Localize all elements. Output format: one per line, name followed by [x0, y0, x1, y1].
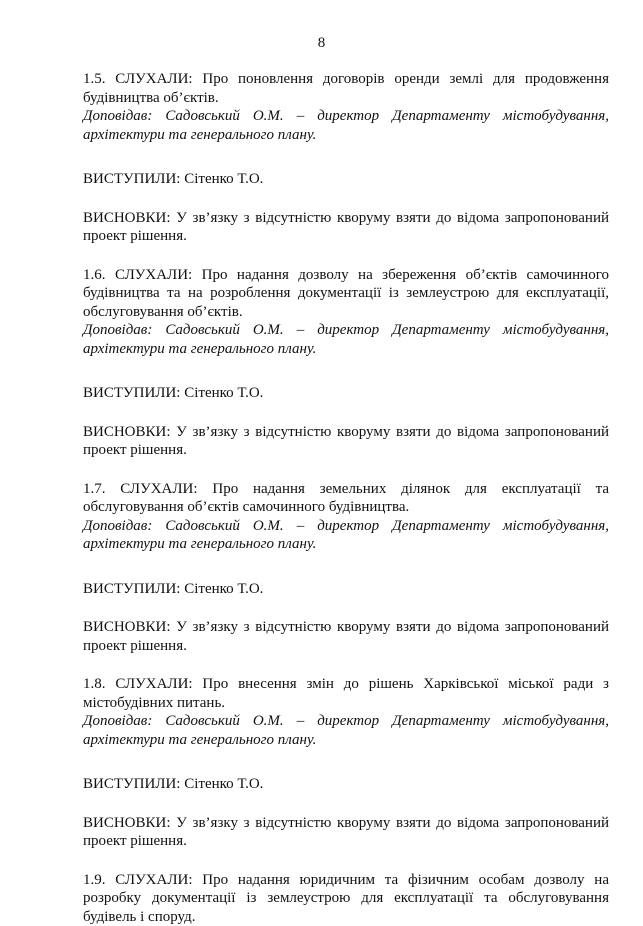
conclusions-text: ВИСНОВКИ: У зв’язку з відсутністю кворуму взяти до відома запропонований проект рішення.	[83, 209, 609, 246]
spoke-text: ВИСТУПИЛИ: Сітенко Т.О.	[83, 170, 609, 189]
reporter-text: Доповідав: Садовський О.М. – директор Департаменту містобудування, архітектури та генерального плану.	[83, 712, 609, 749]
heard-text: 1.6. СЛУХАЛИ: Про надання дозволу на збереження об’єктів самочинного будівництва та на розроблення документації із землеустрою для експлуатації, обслуговування об’єктів.	[83, 266, 609, 322]
agenda-item-1-7	[83, 480, 609, 656]
reporter-text: Доповідав: Садовський О.М. – директор Департаменту містобудування, архітектури та генерального плану.	[83, 321, 609, 358]
heard-text: 1.9. СЛУХАЛИ: Про надання юридичним та фізичним особам дозволу на розробку документації із землеустрою для експлуатації та обслуговування будівель і споруд.	[83, 871, 609, 926]
spoke-text: ВИСТУПИЛИ: Сітенко Т.О.	[83, 775, 609, 794]
conclusions-text: ВИСНОВКИ: У зв’язку з відсутністю кворуму взяти до відома запропонований проект рішення.	[83, 618, 609, 655]
agenda-item-1-8	[83, 675, 609, 851]
conclusions-text: ВИСНОВКИ: У зв’язку з відсутністю кворуму взяти до відома запропонований проект рішення.	[83, 423, 609, 460]
agenda-item-1-9	[83, 871, 609, 926]
reporter-text: Доповідав: Садовський О.М. – директор Департаменту містобудування, архітектури та генерального плану.	[83, 517, 609, 554]
heard-text: 1.5. СЛУХАЛИ: Про поновлення договорів оренди землі для продовження будівництва об’єктів.	[83, 70, 609, 107]
agenda-item-1-5	[83, 70, 609, 246]
agenda-item-1-6	[83, 266, 609, 460]
heard-text: 1.7. СЛУХАЛИ: Про надання земельних ділянок для експлуатації та обслуговування об’єктів самочинного будівництва.	[83, 480, 609, 517]
spoke-text: ВИСТУПИЛИ: Сітенко Т.О.	[83, 580, 609, 599]
minutes-content	[83, 70, 609, 926]
page-number: 8	[0, 35, 643, 52]
spoke-text: ВИСТУПИЛИ: Сітенко Т.О.	[83, 384, 609, 403]
conclusions-text: ВИСНОВКИ: У зв’язку з відсутністю кворуму взяти до відома запропонований проект рішення.	[83, 814, 609, 851]
reporter-text: Доповідав: Садовський О.М. – директор Департаменту містобудування, архітектури та генерального плану.	[83, 107, 609, 144]
heard-text: 1.8. СЛУХАЛИ: Про внесення змін до рішень Харківської міської ради з містобудівних питань.	[83, 675, 609, 712]
